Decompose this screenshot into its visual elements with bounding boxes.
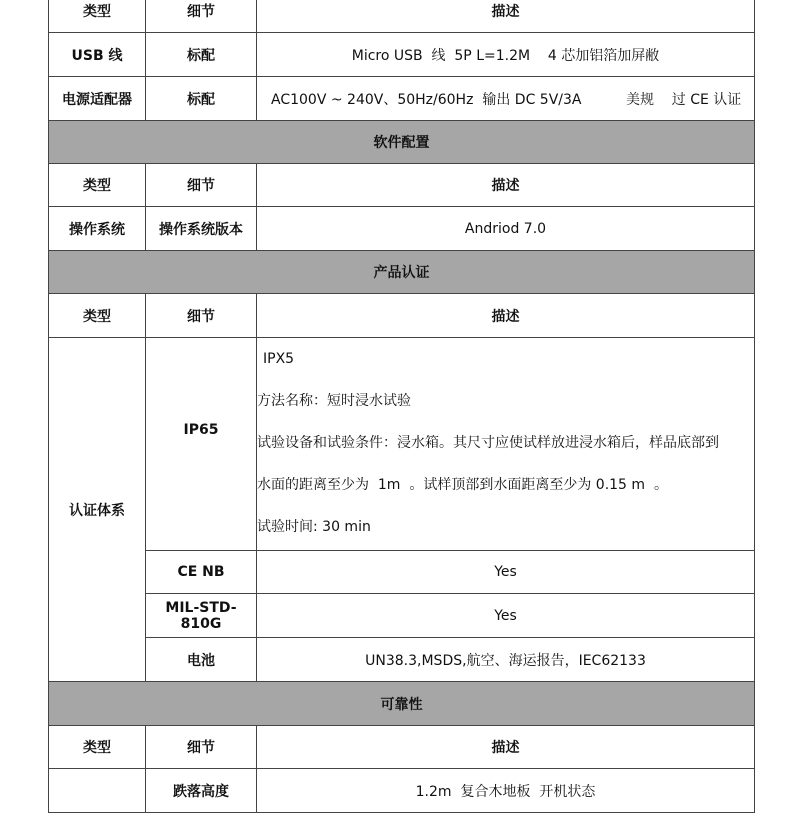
header-desc: 描述 — [257, 726, 755, 769]
section-title: 软件配置 — [49, 121, 755, 164]
header-detail: 细节 — [146, 726, 257, 769]
table-row — [49, 769, 755, 813]
row-detail: CE NB — [146, 551, 257, 594]
row-type: 操作系统 — [49, 207, 146, 251]
cert-group-label: 认证体系 — [49, 338, 146, 682]
header-desc: 描述 — [257, 0, 755, 33]
section-title: 可靠性 — [49, 682, 755, 726]
table-header-row — [49, 726, 755, 769]
table-row — [49, 77, 755, 121]
section-header-certification — [49, 251, 755, 294]
ip65-line: IPX5 — [263, 351, 295, 367]
row-desc: Micro USB 线 5P L=1.2M 4 芯加铝箔加屏敝 — [257, 33, 755, 77]
ip65-description — [257, 338, 755, 551]
row-desc: Yes — [257, 551, 755, 594]
row-type: 电源适配器 — [49, 77, 146, 121]
section-header-reliability — [49, 682, 755, 726]
row-desc: Andriod 7.0 — [257, 207, 755, 251]
row-detail: IP65 — [146, 338, 257, 551]
header-desc: 描述 — [257, 294, 755, 338]
table-row — [49, 638, 755, 682]
ip65-line: 试验设备和试验条件：浸水箱。其尺寸应使试样放进浸水箱后，样品底部到 — [257, 435, 719, 451]
row-detail: MIL-STD-810G — [146, 594, 257, 638]
header-type: 类型 — [49, 164, 146, 207]
table-row — [49, 33, 755, 77]
header-desc: 描述 — [257, 164, 755, 207]
row-detail: 操作系统版本 — [146, 207, 257, 251]
row-detail: 电池 — [146, 638, 257, 682]
table-header-row — [49, 0, 755, 33]
table-row — [49, 551, 755, 594]
ip65-line: 方法名称：短时浸水试验 — [257, 393, 411, 409]
spec-table — [48, 0, 755, 813]
header-type: 类型 — [49, 0, 146, 33]
header-detail: 细节 — [146, 0, 257, 33]
row-desc: 1.2m 复合木地板 开机状态 — [257, 769, 755, 813]
section-title: 产品认证 — [49, 251, 755, 294]
table-row — [49, 338, 755, 551]
section-header-software — [49, 121, 755, 164]
header-type: 类型 — [49, 294, 146, 338]
row-type — [49, 769, 146, 813]
row-detail: 标配 — [146, 33, 257, 77]
table-header-row — [49, 164, 755, 207]
header-type: 类型 — [49, 726, 146, 769]
row-detail: 标配 — [146, 77, 257, 121]
header-detail: 细节 — [146, 294, 257, 338]
ip65-line: 试验时间: 30 min — [257, 519, 371, 535]
row-type: USB 线 — [49, 33, 146, 77]
row-desc: UN38.3,MSDS,航空、海运报告，IEC62133 — [257, 638, 755, 682]
row-detail: 跌落高度 — [146, 769, 257, 813]
row-desc: Yes — [257, 594, 755, 638]
row-desc: AC100V ~ 240V、50Hz/60Hz 输出 DC 5V/3A 美规 过 CE 认证 — [257, 77, 755, 121]
table-row — [49, 207, 755, 251]
ip65-line: 水面的距离至少为 1m 。试样顶部到水面距离至少为 0.15 m 。 — [257, 477, 668, 493]
table-row — [49, 594, 755, 638]
header-detail: 细节 — [146, 164, 257, 207]
table-header-row — [49, 294, 755, 338]
